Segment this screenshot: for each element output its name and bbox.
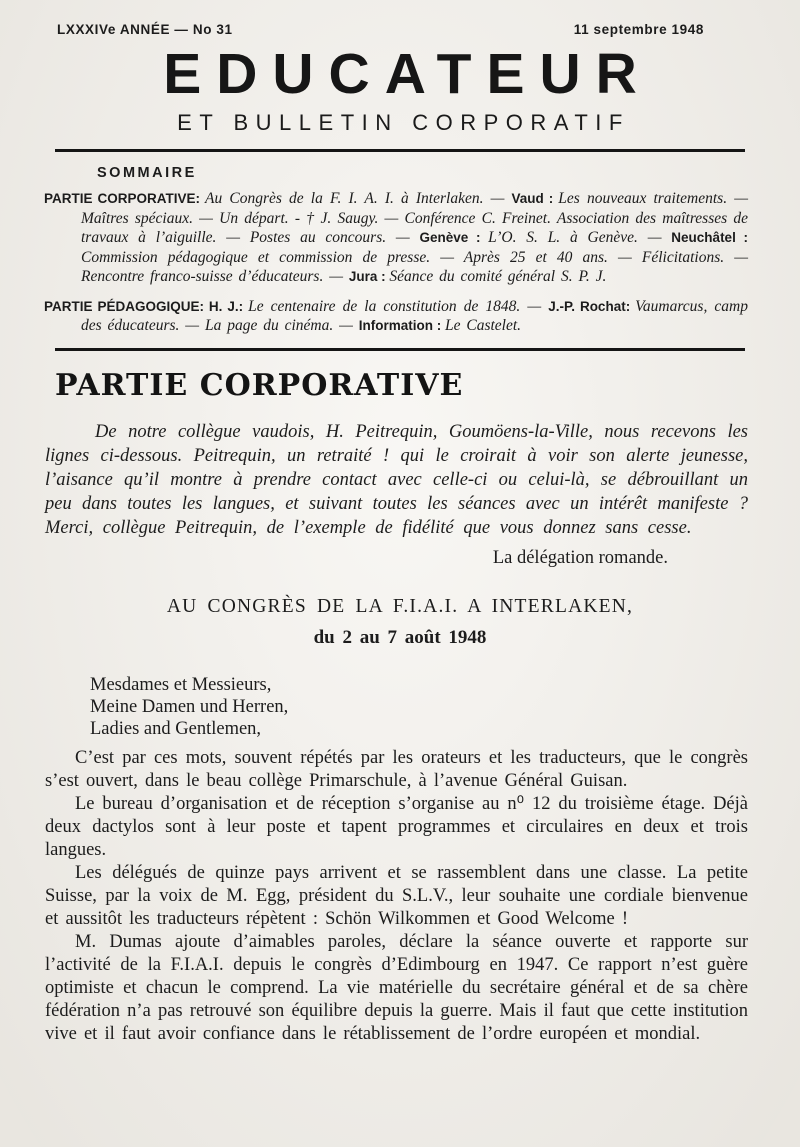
toc-label: Information : (358, 318, 445, 333)
sommaire-heading: SOMMAIRE (97, 165, 197, 181)
salutation-line: Meine Damen und Herren, (90, 696, 289, 717)
masthead-divider (55, 149, 745, 152)
journal-title: EDUCATEUR (163, 42, 652, 106)
salutation-line: Ladies and Gentlemen, (90, 718, 262, 739)
toc-text: Au Congrès de la F. I. A. I. à Interlaken. — (205, 190, 512, 207)
toc-label: Neuchâtel : (671, 230, 748, 245)
editorial-intro: De notre collègue vaudois, H. Peitrequin, Goumöens-la-Ville, nous recevons les lignes ci-dessous. Peitrequin, un retraité ! qui le croirait à voir son alerte jeunesse, l’aisance qu’il montre à prendre contact avec celle-ci ou celui-là, se débrouillant un peu dans toutes les langues, et suivant toutes les séances avec un intérêt manifeste ? Merci, collègue Peitrequin, de l’exemple de fidélité que vous donnez sans cesse. (45, 421, 748, 538)
toc-entry-corporative (44, 189, 748, 287)
toc-text: Vaumarcus, camp des éducateurs. — La page du cinéma. — (81, 297, 748, 334)
body-paragraph: Le bureau d’organisation et de réception s’organise au n⁰ 12 du troisième étage. Déjà deux dactylos sont à leur poste et tapent programmes et circulaires en deux et trois langues. (45, 793, 748, 860)
toc-text: L’O. S. L. à Genève. — (488, 229, 672, 246)
body-paragraph: Les délégués de quinze pays arrivent et se rassemblent dans une classe. La petite Suisse, par la voix de M. Egg, président du S.L.V., leur souhaite une cordiale bienvenue et aussitôt les traducteurs répètent : Schön Wilkommen et Good Welcome ! (45, 862, 748, 929)
toc-text: Les nouveaux traitements. — Maîtres spéciaux. — Un départ. - † J. Saugy. — Conférence C. Freinet. Association des maîtresses de travaux à l’aiguille. — Postes au concours. — (81, 190, 748, 246)
toc-text: Le Castelet. (445, 317, 522, 334)
toc-label: PARTIE PÉDAGOGIQUE: H. J.: (44, 298, 249, 314)
toc-label: Vaud : (511, 191, 559, 206)
sommaire-divider (55, 348, 745, 351)
journal-subtitle: ET BULLETIN CORPORATIF (177, 110, 630, 135)
article-title: AU CONGRÈS DE LA F.I.A.I. A INTERLAKEN, (166, 595, 634, 617)
toc-label: PARTIE CORPORATIVE: (44, 191, 206, 206)
masthead-info-row (0, 22, 800, 37)
toc-label: Genève : (419, 230, 489, 245)
toc-text: Séance du comité général S. P. J. (389, 268, 607, 285)
issue-date: 11 septembre 1948 (573, 22, 704, 37)
toc-text: Le centenaire de la constitution de 1848. — (248, 297, 549, 315)
toc-label: Jura : (348, 269, 390, 284)
byline: La délégation romande. (492, 547, 668, 568)
salutation-line: Mesdames et Messieurs, (90, 674, 272, 695)
toc-entry-pedagogique (44, 297, 748, 336)
article-subtitle: du 2 au 7 août 1948 (313, 626, 487, 648)
salutations (90, 674, 800, 740)
issue-number: LXXXIVe ANNÉE — No 31 (57, 22, 233, 37)
body-paragraph: C’est par ces mots, souvent répétés par les orateurs et les traducteurs, que le congrès s’est ouvert, dans le beau collège Primarschule, à l’avenue Général Guisan. (45, 747, 748, 791)
section-heading: PARTIE CORPORATIVE (55, 367, 464, 403)
toc-text: Commission pédagogique et commission de presse. — Après 25 et 40 ans. — Félicitations. — Rencontre franco-suisse d’éducateurs. — (81, 248, 748, 285)
toc-label: J.-P. Rochat: (548, 298, 636, 314)
body-paragraph: M. Dumas ajoute d’aimables paroles, déclare la séance ouverte et rapporte sur l’activité de la F.I.A.I. depuis le congrès d’Edimbourg en 1947. Ce rapport n’est guère optimiste et chacun le comprend. La vie matérielle du secrétaire général et de sa chère fédération n’a pas retrouvé son équilibre depuis la guerre. Mais il faut que cette institution vive et il faut avoir confiance dans le rétablissement de l’ordre européen et mondial. (45, 931, 748, 1044)
